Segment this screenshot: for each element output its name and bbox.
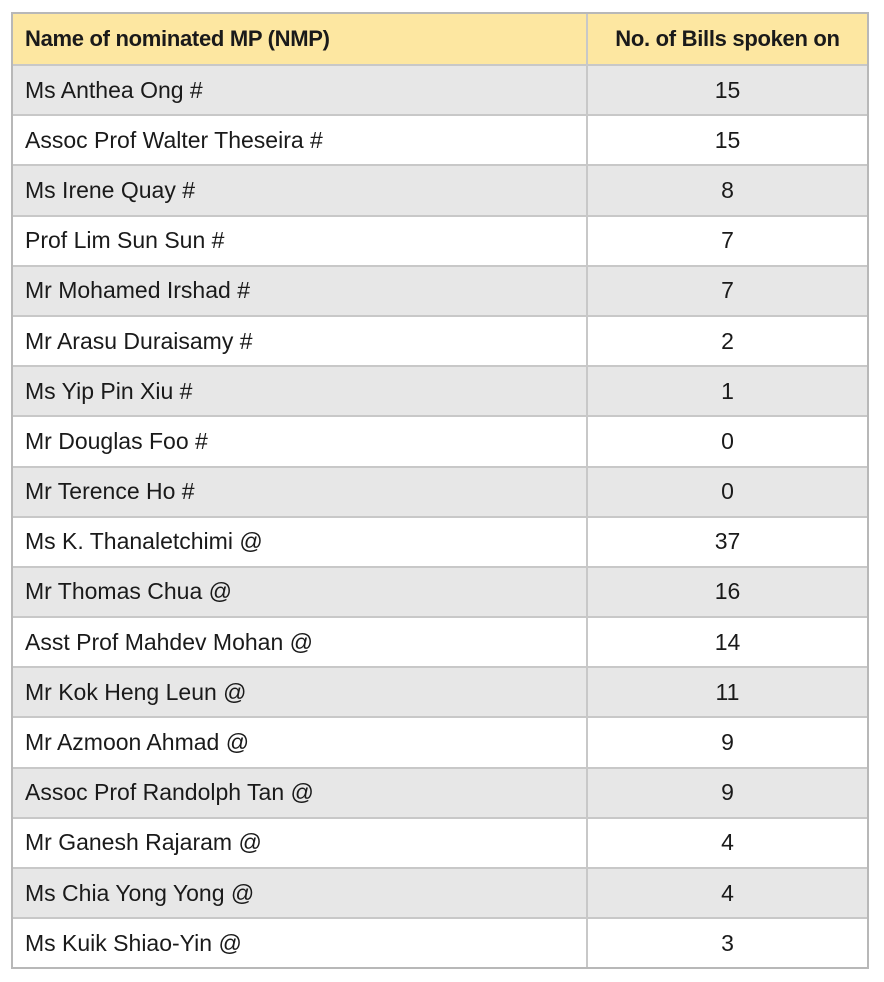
nmp-name-cell: Ms Irene Quay #: [13, 166, 588, 214]
bills-count-cell: 1: [721, 377, 734, 404]
bills-count-cell: 8: [721, 176, 734, 203]
bills-count-cell: 3: [721, 929, 734, 956]
bills-count-cell: 15: [714, 76, 741, 103]
nmp-name-cell: Ms Kuik Shiao-Yin @: [13, 919, 588, 967]
nmp-name-cell: Mr Terence Ho #: [13, 468, 588, 516]
bills-count-cell: 4: [721, 879, 734, 906]
nmp-name-cell: Ms Yip Pin Xiu #: [13, 367, 588, 415]
table-body: [13, 64, 867, 967]
nmp-name-cell: Prof Lim Sun Sun #: [13, 217, 588, 265]
table-row: [13, 767, 867, 817]
table-row: [13, 365, 867, 415]
nmp-name-cell: Mr Thomas Chua @: [13, 568, 588, 616]
nmp-name-cell: Mr Arasu Duraisamy #: [13, 317, 588, 365]
table-row: [13, 315, 867, 365]
nmp-name-cell: Mr Mohamed Irshad #: [13, 267, 588, 315]
bills-count-cell: 11: [715, 678, 740, 705]
table-row: [13, 566, 867, 616]
table-row: [13, 616, 867, 666]
nmp-name-cell: Ms K. Thanaletchimi @: [13, 518, 588, 566]
bills-count-cell: 16: [714, 578, 741, 605]
nmp-name-cell: Assoc Prof Randolph Tan @: [13, 769, 588, 817]
bills-count-cell: 9: [721, 729, 734, 756]
header-count-cell: No. of Bills spoken on: [615, 26, 840, 51]
table-row: [13, 466, 867, 516]
nmp-name-cell: Mr Ganesh Rajaram @: [13, 819, 588, 867]
nmp-name-cell: Ms Anthea Ong #: [13, 66, 588, 114]
table-row: [13, 516, 867, 566]
table-row: [13, 215, 867, 265]
bills-count-cell: 14: [714, 628, 741, 655]
nmp-bills-table: [11, 12, 869, 969]
bills-count-cell: 15: [714, 126, 741, 153]
nmp-name-cell: Assoc Prof Walter Theseira #: [13, 116, 588, 164]
bills-count-cell: 37: [714, 528, 741, 555]
table-row: [13, 867, 867, 917]
table-header-row: [13, 14, 867, 64]
table-row: [13, 265, 867, 315]
table-row: [13, 666, 867, 716]
table-row: [13, 817, 867, 867]
nmp-name-cell: Mr Kok Heng Leun @: [13, 668, 588, 716]
nmp-name-cell: Asst Prof Mahdev Mohan @: [13, 618, 588, 666]
nmp-name-cell: Mr Douglas Foo #: [13, 417, 588, 465]
bills-count-cell: 0: [721, 478, 734, 505]
bills-count-cell: 7: [721, 277, 734, 304]
bills-count-cell: 2: [721, 327, 734, 354]
header-name-cell: Name of nominated MP (NMP): [13, 14, 588, 64]
bills-count-cell: 9: [721, 779, 734, 806]
bills-count-cell: 0: [721, 427, 734, 454]
bills-count-cell: 4: [721, 829, 734, 856]
table-row: [13, 114, 867, 164]
bills-count-cell: 7: [721, 227, 734, 254]
table-row: [13, 716, 867, 766]
nmp-name-cell: Mr Azmoon Ahmad @: [13, 718, 588, 766]
nmp-name-cell: Ms Chia Yong Yong @: [13, 869, 588, 917]
table-row: [13, 164, 867, 214]
table-row: [13, 64, 867, 114]
table-row: [13, 917, 867, 967]
table-row: [13, 415, 867, 465]
